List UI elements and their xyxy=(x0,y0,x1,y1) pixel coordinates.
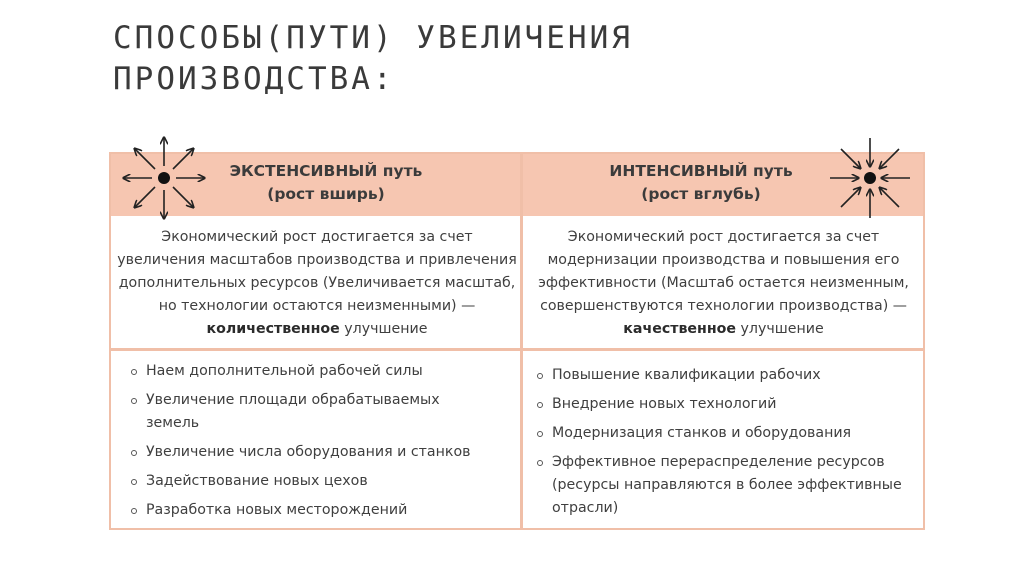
extensive-subtitle: (рост вширь) xyxy=(267,185,385,203)
extensive-description-text: Экономический рост достигается за счет увеличения масштабов производства и привлечения дополнительных ресурсов (Увеличивается масштаб, но технологии остаются неизменными) — xyxy=(117,229,517,314)
intensive-title-caps: ИНТЕНСИВНЫЙ xyxy=(609,162,748,180)
extensive-description-end: улучшение xyxy=(339,321,428,337)
list-item: Повышение квалификации рабочих xyxy=(535,364,915,387)
extensive-title-caps: ЭКСТЕНСИВНЫЙ xyxy=(229,162,378,180)
arrows-in-icon xyxy=(822,130,918,226)
column-divider xyxy=(520,154,523,528)
intensive-methods-list xyxy=(535,364,915,526)
comparison-table xyxy=(109,152,925,530)
list-item: Увеличение площади обрабатываемых земель xyxy=(129,389,489,435)
list-item: Эффективное перераспределение ресурсов (ресурсы направляются в более эффективные отрасли) xyxy=(535,451,915,520)
extensive-description xyxy=(117,226,517,341)
list-item: Разработка новых месторождений xyxy=(129,499,489,522)
intensive-header xyxy=(551,160,851,206)
intensive-description-end: улучшение xyxy=(736,321,824,337)
slide-title: СПОСОБЫ(ПУТИ) УВЕЛИЧЕНИЯ ПРОИЗВОДСТВА: xyxy=(113,20,633,97)
list-item: Увеличение числа оборудования и станков xyxy=(129,441,489,464)
list-item: Наем дополнительной рабочей силы xyxy=(129,360,489,383)
row-divider xyxy=(111,348,923,351)
intensive-subtitle: (рост вглубь) xyxy=(641,185,761,203)
intensive-description xyxy=(536,226,911,341)
arrows-out-icon xyxy=(116,130,212,226)
intensive-description-text: Экономический рост достигается за счет модернизации производства и повышения его эффективности (Масштаб остается неизменным, совершенствуются технологии производства) — xyxy=(538,229,909,314)
list-item: Задействование новых цехов xyxy=(129,470,489,493)
intensive-title-rest: путь xyxy=(747,162,793,180)
list-item: Внедрение новых технологий xyxy=(535,393,915,416)
list-item: Модернизация станков и оборудования xyxy=(535,422,915,445)
extensive-description-bold: количественное xyxy=(206,321,340,337)
intensive-description-bold: качественное xyxy=(623,321,737,337)
extensive-title-rest: путь xyxy=(377,162,423,180)
extensive-methods-list xyxy=(129,360,489,528)
